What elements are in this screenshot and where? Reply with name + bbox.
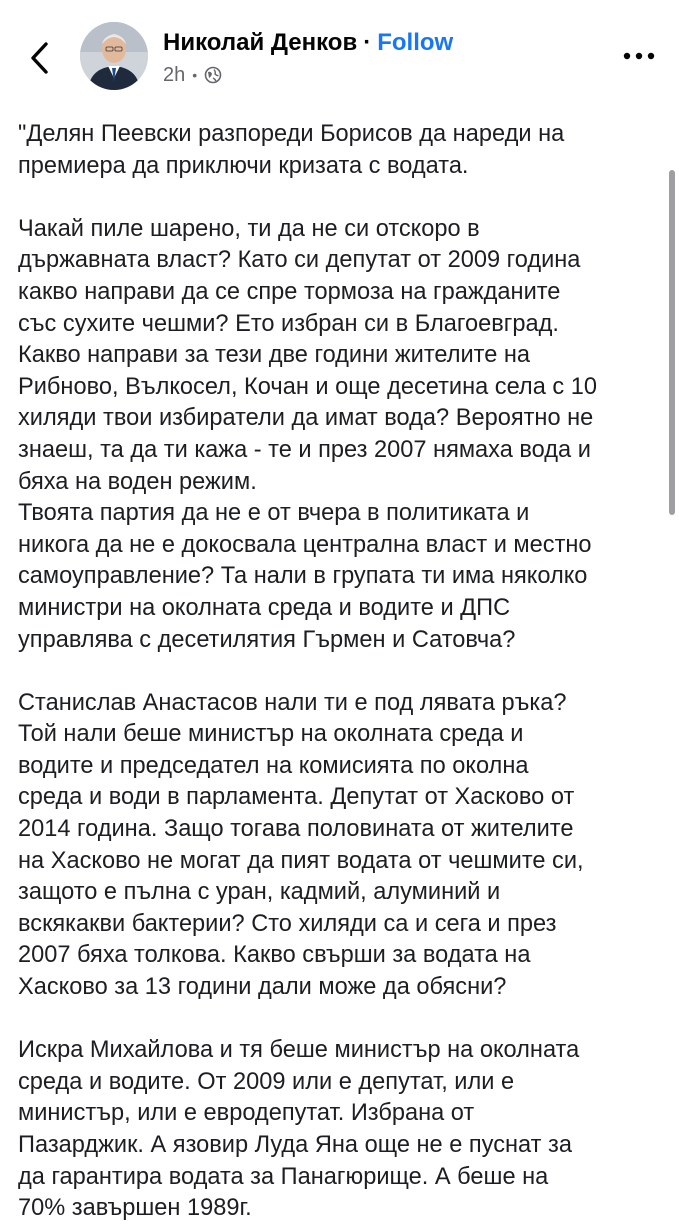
post-paragraph: "Делян Пеевски разпореди Борисов да нареди на премиера да приключи кризата с водата.: [18, 121, 565, 179]
post-paragraph: Станислав Анастасов нали ти е под лявата ръка? Той нали беше министър на околната среда и водите и председател на комисията по околна среда и води в парламента. Депутат от Хасково от 2014 година. Защо тогава половината от жителите на Хасково не могат да пият водата от чешмите си, защото е пълна с уран, кадмий, алуминий и вскякакви бактерии? Сто хиляди са и сега и през 2007 бяха толкова. Какво свърши за водата на Хасково за 13 години дали може да обясни?: [18, 689, 584, 1001]
more-options-button[interactable]: [622, 44, 656, 68]
post-time[interactable]: 2h: [163, 64, 186, 86]
meta-separator: •: [192, 67, 198, 83]
follow-button[interactable]: Follow: [377, 29, 454, 56]
paragraph-gap: [18, 1004, 658, 1036]
post-body: [18, 119, 658, 1225]
back-button[interactable]: [26, 38, 56, 78]
scrollbar[interactable]: [669, 170, 675, 515]
post-paragraph: Искра Михайлова и тя беше министър на околната среда и водите. От 2009 или е депутат, или е министър, или е евродепутат. Избрана от Пазарджик. А язовир Луда Яна още не е пуснат за да гарантира водата за Панагюрище. А беше на 70% завършен 1989г.: [18, 1037, 580, 1222]
author-name[interactable]: Николай Денков: [163, 29, 358, 56]
post-header: [0, 0, 679, 110]
post-paragraph: Чакай пиле шарено, ти да не си отскоро в държавната власт? Като си депутат от 2009 година какво направи да се спре тормоза на гражданите със сухите чешми? Ето избран си в Благоевград. Какво направи за тези две години жителите на Рибново, Вълкосел, Кочан и още десетина села с 10 хиляди твои избиратели да имат вода? Вероятно не знаеш, та да ти кажа - те и през 2007 нямаха вода и бяха на воден режим. Твоята партия да не е от вчера в политиката и никога да не е докосвала централна власт и местно самоуправление? Та нали в групата ти има няколко министри на околната среда и водите и ДПС управлява с десетилятия Гърмен и Сатовча?: [18, 215, 597, 653]
paragraph-gap: [18, 656, 658, 688]
globe-icon[interactable]: [204, 66, 222, 84]
author-row: [163, 28, 453, 58]
paragraph-gap: [18, 182, 658, 214]
more-horizontal-icon: [622, 44, 656, 68]
avatar[interactable]: [80, 22, 148, 90]
chevron-left-icon: [26, 38, 56, 78]
post-meta: [163, 62, 222, 88]
name-separator: ·: [363, 29, 372, 56]
